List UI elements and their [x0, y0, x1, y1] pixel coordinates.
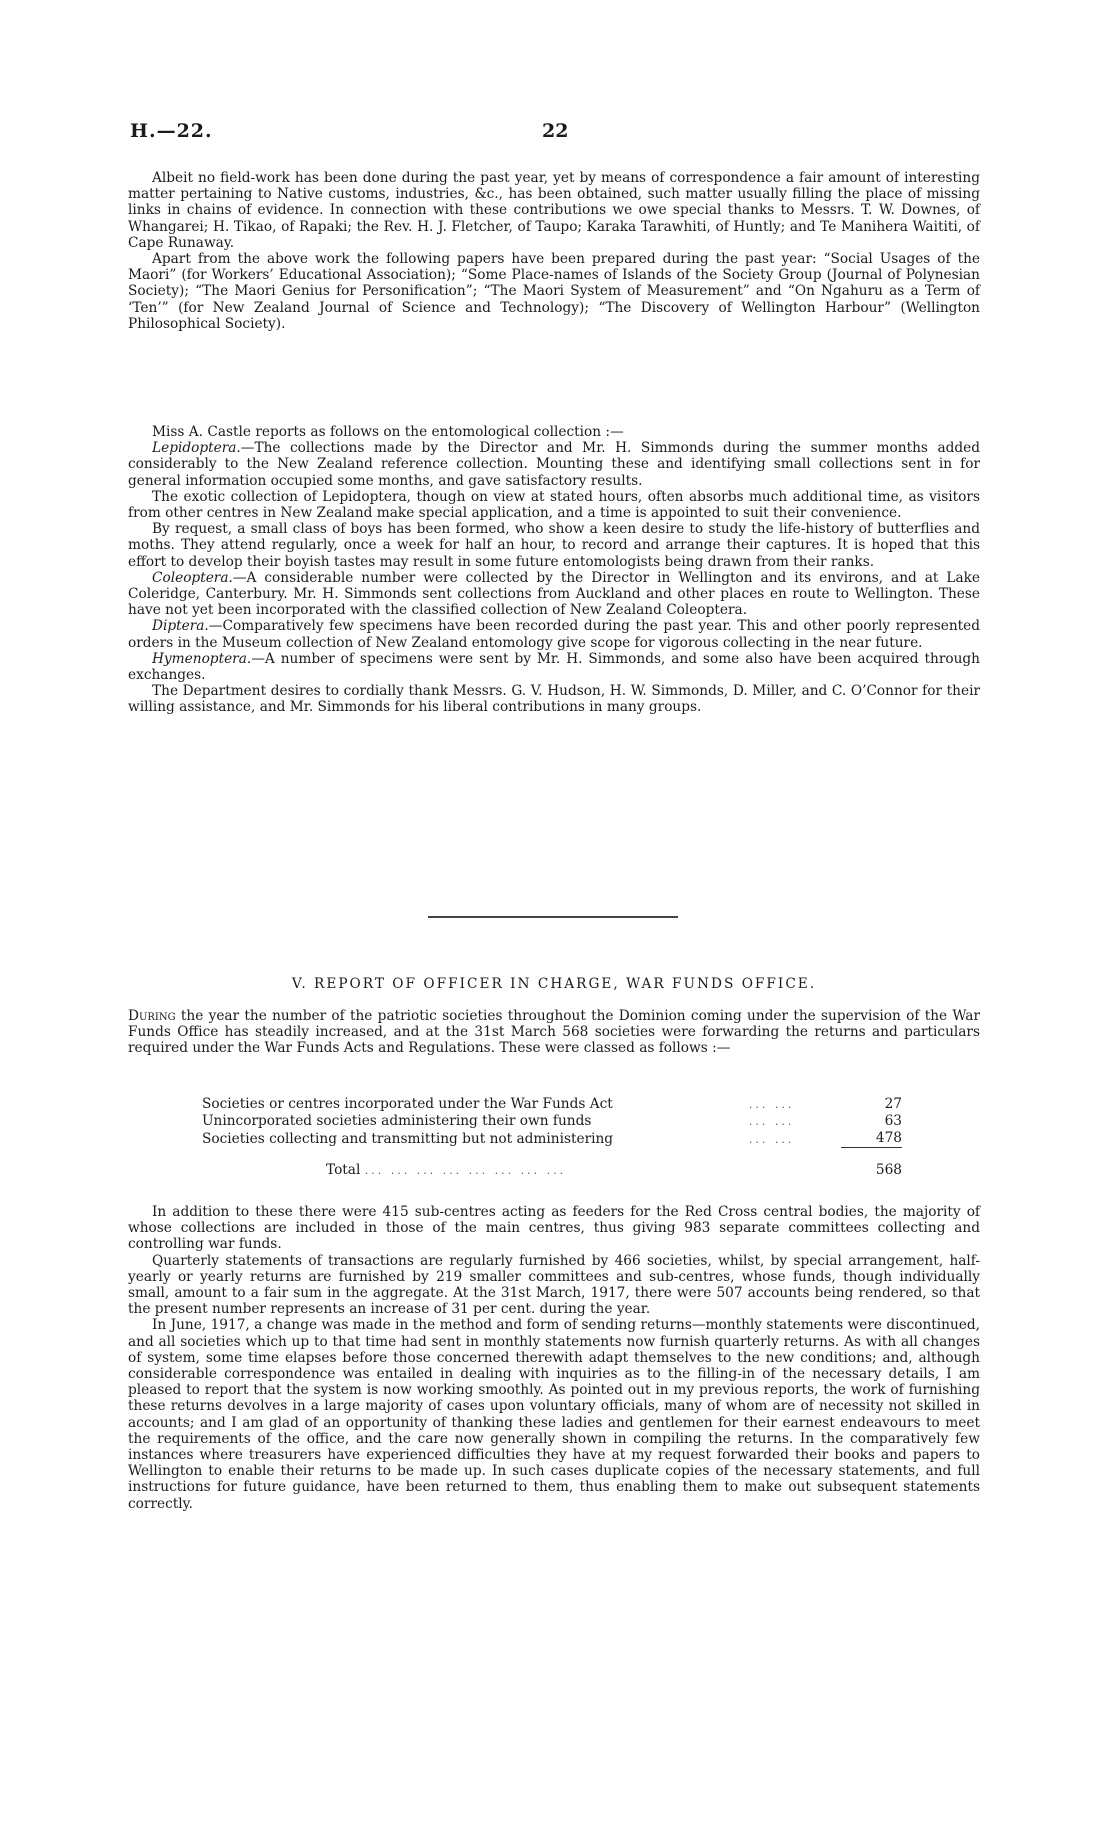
paragraph-correspondence: Albeit no field-work has been done during the past year, yet by means of correspondence a fair amount of interesting matter pertaining to Native customs, industries, &c., has been obtained, such matter usually filling the place of missing links in chains of evidence. In connection with these contributions we owe special thanks to Messrs. T. W. Downes, of Whangarei; H. Tikao, of Rapaki; the Rev. H. J. Fletcher, of Taupo; Karaka Tarawhiti, of Huntly; and Te Manihera Waititi, of Cape Runaway.	[128, 170, 980, 251]
paragraph-boys-class: By request, a small class of boys has been formed, who show a keen desire to study the life-history of butterflies and moths. They attend regularly, once a week for half an hour, to record and arrange their captures. It is hoped that this effort to develop their boyish tastes may result in some future entomologists being drawn from their ranks.	[128, 521, 980, 570]
total-leader-dots: ... ... ... ... ... ... ... ...	[364, 1164, 567, 1177]
total-leader-spacer	[749, 1148, 841, 1180]
paragraph-june-change: In June, 1917, a change was made in the method and form of sending returns—monthly statements were discontinued, and all societies which up to that time had sent in monthly statements now furnish quarterly returns. As with all changes of system, some time elapses before those concerned therewith adapt themselves to the new conditions; and, although considerable correspondence was entailed in dealing with inquiries as to the filling-in of the necessary details, I am pleased to report that the system is now working smoothly. As pointed out in my previous reports, the work of furnishing these returns devolves in a large majority of cases upon voluntary officials, many of whom are of necessity not skilled in accounts; and I am glad of an opportunity of thanking these ladies and gentlemen for their earnest endeavours to meet the requirements of the office, and the care now generally shown in compiling the returns. In the comparatively few instances where treasurers have experienced difficulties they have at my request forwarded their books and papers to Wellington to enable their returns to be made up. In such cases duplicate copies of the necessary statements, and full instructions for future guidance, have been returned to them, thus enabling them to make out subsequent statements correctly.	[128, 1317, 980, 1512]
heading-hymenoptera: Hymenoptera.	[152, 650, 252, 667]
row-value: 27	[884, 1096, 902, 1112]
intro-text: the year the number of the patriotic societies throughout the Dominion coming under the supervision of the War Funds Office has steadily increased, and at the 31st March 568 societies were forwarding the returns and particulars required under the War Funds Acts and Regulations. These were classed as follows :—	[128, 1008, 980, 1057]
table-total-row	[202, 1148, 902, 1180]
paragraph-diptera	[128, 618, 980, 650]
paragraph-war-funds-intro	[128, 1008, 980, 1057]
societies-table	[202, 1096, 902, 1179]
row-label: Societies collecting and transmitting but not administering	[202, 1130, 614, 1147]
paragraph-papers: Apart from the above work the following papers have been prepared during the past year: “Social Usages of the Maori” (for Workers’ Educational Association); “Some Place-names of Islands of the Society Group (Journal of Polynesian Society); “The Maori Genius for Personification”; “The Maori System of Measurement” and “On Ngahuru as a Term of ‘Ten’” (for New Zealand Journal of Science and Technology); “The Discovery of Wellington Harbour” (Wellington Philosophical Society).	[128, 251, 980, 332]
heading-coleoptera: Coleoptera.	[152, 569, 233, 586]
lepidoptera-text: —The collections made by the Director and Mr. H. Simmonds during the summer months added considerably to the New Zealand reference collection. Mounting these and identifying small collections sent in for general information occupied some months, and gave satisfactory results.	[128, 440, 980, 489]
total-value: 568	[841, 1148, 902, 1180]
leader-dots: ... ...	[748, 1115, 795, 1128]
war-funds-intro	[128, 1008, 980, 1057]
hymenoptera-text: —A number of specimens were sent by Mr. H. Simmonds, and some also have been acquired through exchanges.	[128, 650, 980, 684]
ethnology-section	[128, 170, 980, 332]
lead-word: During	[128, 1008, 176, 1024]
row-label: Societies or centres incorporated under the War Funds Act	[202, 1096, 613, 1112]
entomology-intro: Miss A. Castle reports as follows on the entomological collection :—	[152, 424, 624, 440]
section-divider	[428, 916, 678, 918]
table-row	[202, 1096, 902, 1113]
heading-lepidoptera: Lepidoptera.	[152, 440, 241, 457]
war-funds-body	[128, 1204, 980, 1512]
page-number: 22	[542, 120, 569, 142]
leader-dots: ... ...	[748, 1098, 795, 1111]
table-row	[202, 1113, 902, 1130]
total-label	[202, 1148, 749, 1180]
table-row	[202, 1130, 902, 1148]
row-value: 478	[875, 1130, 902, 1146]
page-header-series: H.—22.	[130, 120, 213, 142]
paragraph-quarterly: Quarterly statements of transactions are regularly furnished by 466 societies, whilst, by special arrangement, half-yearly or yearly returns are furnished by 219 smaller committees and sub-centres, whose funds, though individually small, amount to a fair sum in the aggregate. At the 31st March, 1917, there were 507 accounts being rendered, so that the present number represents an increase of 31 per cent. during the year.	[128, 1252, 980, 1318]
paragraph-coleoptera	[128, 570, 980, 619]
paragraph-thanks: The Department desires to cordially thank Messrs. G. V. Hudson, H. W. Simmonds, D. Miller, and C. O’Connor for their willing assistance, and Mr. Simmonds for his liberal contributions in many groups.	[128, 683, 980, 716]
row-value: 63	[884, 1113, 902, 1129]
paragraph-exotic: The exotic collection of Lepidoptera, though on view at stated hours, often absorbs much additional time, as visitors from other centres in New Zealand make special application, and a time is appointed to suit their convenience.	[128, 488, 980, 522]
paragraph-hymenoptera	[128, 651, 980, 683]
coleoptera-text: —A considerable number were collected by the Director in Wellington and its environs, and at Lake Coleridge, Canterbury. Mr. H. Simmonds sent collections from Auckland and other places en route to Wellington. These have not yet been incorporated with the classified collection of New Zealand Coleoptera.	[128, 569, 980, 619]
entomology-section	[128, 424, 980, 716]
total-label-text: Total	[326, 1162, 361, 1178]
diptera-text: —Comparatively few specimens have been recorded during the past year. This and other poorly represented orders in the Museum collection of New Zealand entomology give scope for vigorous collecting in the near future.	[128, 618, 980, 651]
section-title-war-funds: V. REPORT OF OFFICER IN CHARGE, WAR FUNDS OFFICE.	[291, 976, 817, 992]
heading-diptera: Diptera.	[152, 618, 209, 635]
leader-dots: ... ...	[748, 1132, 795, 1146]
paragraph-subcentres: In addition to these there were 415 sub-centres acting as feeders for the Red Cross central bodies, the majority of whose collections are included in those of the main centres, thus giving 983 separate committees collecting and controlling war funds.	[128, 1204, 980, 1253]
paragraph-lepidoptera	[128, 440, 980, 489]
row-label: Unincorporated societies administering their own funds	[202, 1113, 592, 1129]
